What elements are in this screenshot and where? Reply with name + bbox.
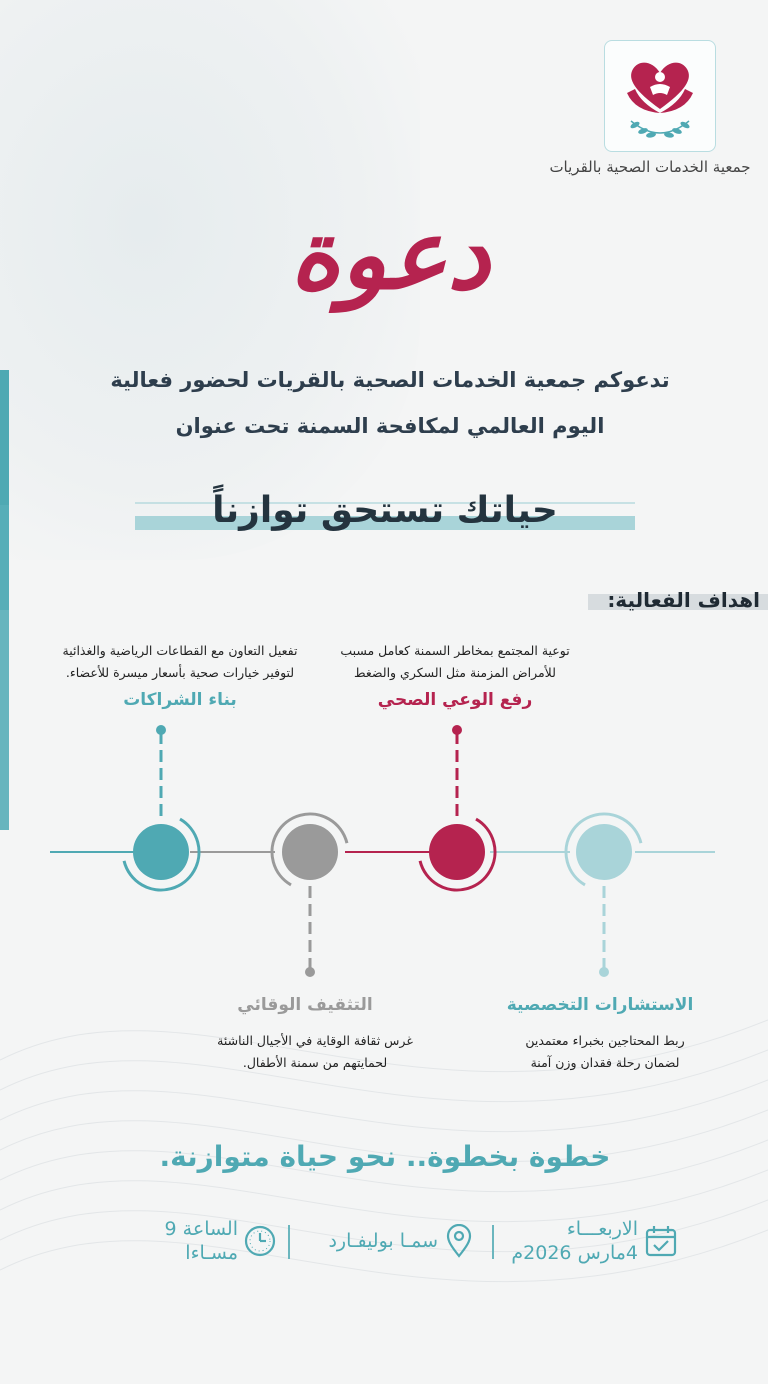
node-pin-consultations (599, 967, 609, 977)
goal-awareness-desc-line-1: توعية المجتمع بمخاطر السمنة كعامل مسبب (340, 643, 570, 658)
goal-prevention-desc (200, 1030, 430, 1074)
footer-tagline: خطوة بخطوة.. نحو حياة متوازنة. (159, 1140, 611, 1173)
node-pin-partnerships (156, 725, 166, 735)
goal-consultations-desc-line-2: لضمان رحلة فقدان وزن آمنة (530, 1055, 680, 1070)
slogan-text: حياتك تستحق توازناً (212, 490, 558, 531)
goal-consultations-desc (500, 1030, 710, 1074)
calligraphy-decoration (270, 170, 510, 340)
date-full: 4مارس 2026م (511, 1242, 638, 1264)
goals-heading: اهداف الفعالية: (607, 588, 760, 612)
info-separator-2 (288, 1225, 290, 1259)
org-logo (604, 40, 716, 152)
time-block (145, 1218, 280, 1268)
node-dot-awareness (429, 824, 485, 880)
intro-line-1: تدعوكم جمعية الخدمات الصحية بالقريات لحضور فعالية (110, 368, 670, 392)
time-line-2: مسـاءا (185, 1242, 238, 1264)
goal-partnerships-desc-line-2: لتوفير خيارات صحية بأسعار ميسرة للأعضاء. (65, 665, 295, 680)
org-name: جمعية الخدمات الصحية بالقريات (549, 158, 751, 176)
calendar-icon (644, 1224, 678, 1258)
goal-partnerships-desc-line-1: تفعيل التعاون مع القطاعات الرياضية والغذائية (62, 643, 298, 658)
location-pin-icon (445, 1224, 473, 1258)
location-text: سمـا بوليفـارد (328, 1230, 438, 1252)
goal-consultations-desc-line-1: ربط المحتاجين بخبراء معتمدين (525, 1033, 685, 1048)
goal-awareness-title: رفع الوعي الصحي (377, 690, 533, 710)
node-dot-partnerships (133, 824, 189, 880)
date-block (504, 1218, 684, 1268)
goal-prevention-desc-line-2: لحمايتهم من سمنة الأطفال. (242, 1055, 388, 1070)
title-word-text: دعوة (290, 198, 490, 311)
info-separator-1 (492, 1225, 494, 1259)
date-day: الاربعـــاء (566, 1218, 638, 1240)
time-line-1: الساعة 9 (164, 1218, 238, 1240)
invitation-title (270, 170, 510, 340)
goal-prevention-desc-line-1: غرس ثقافة الوقاية في الأجيال الناشئة (217, 1033, 413, 1048)
slogan-block (135, 490, 635, 540)
goal-consultations-title: الاستشارات التخصصية (506, 995, 694, 1015)
goal-awareness-desc-line-2: للأمراض المزمنة مثل السكري والضغط (354, 665, 556, 680)
node-pin-awareness (452, 725, 462, 735)
node-dot-prevention (282, 824, 338, 880)
goal-partnerships-desc (40, 640, 320, 684)
goals-timeline (0, 700, 768, 1000)
node-pin-prevention (305, 967, 315, 977)
goal-prevention-title: التثقيف الوقائي (237, 995, 373, 1015)
goal-partnerships-title: بناء الشراكات (123, 690, 237, 710)
intro-line-2: اليوم العالمي لمكافحة السمنة تحت عنوان (175, 414, 605, 438)
heart-hands-icon (605, 41, 715, 151)
location-block (300, 1222, 480, 1262)
goal-awareness-desc (330, 640, 580, 684)
node-dot-consultations (576, 824, 632, 880)
clock-icon (243, 1224, 277, 1258)
